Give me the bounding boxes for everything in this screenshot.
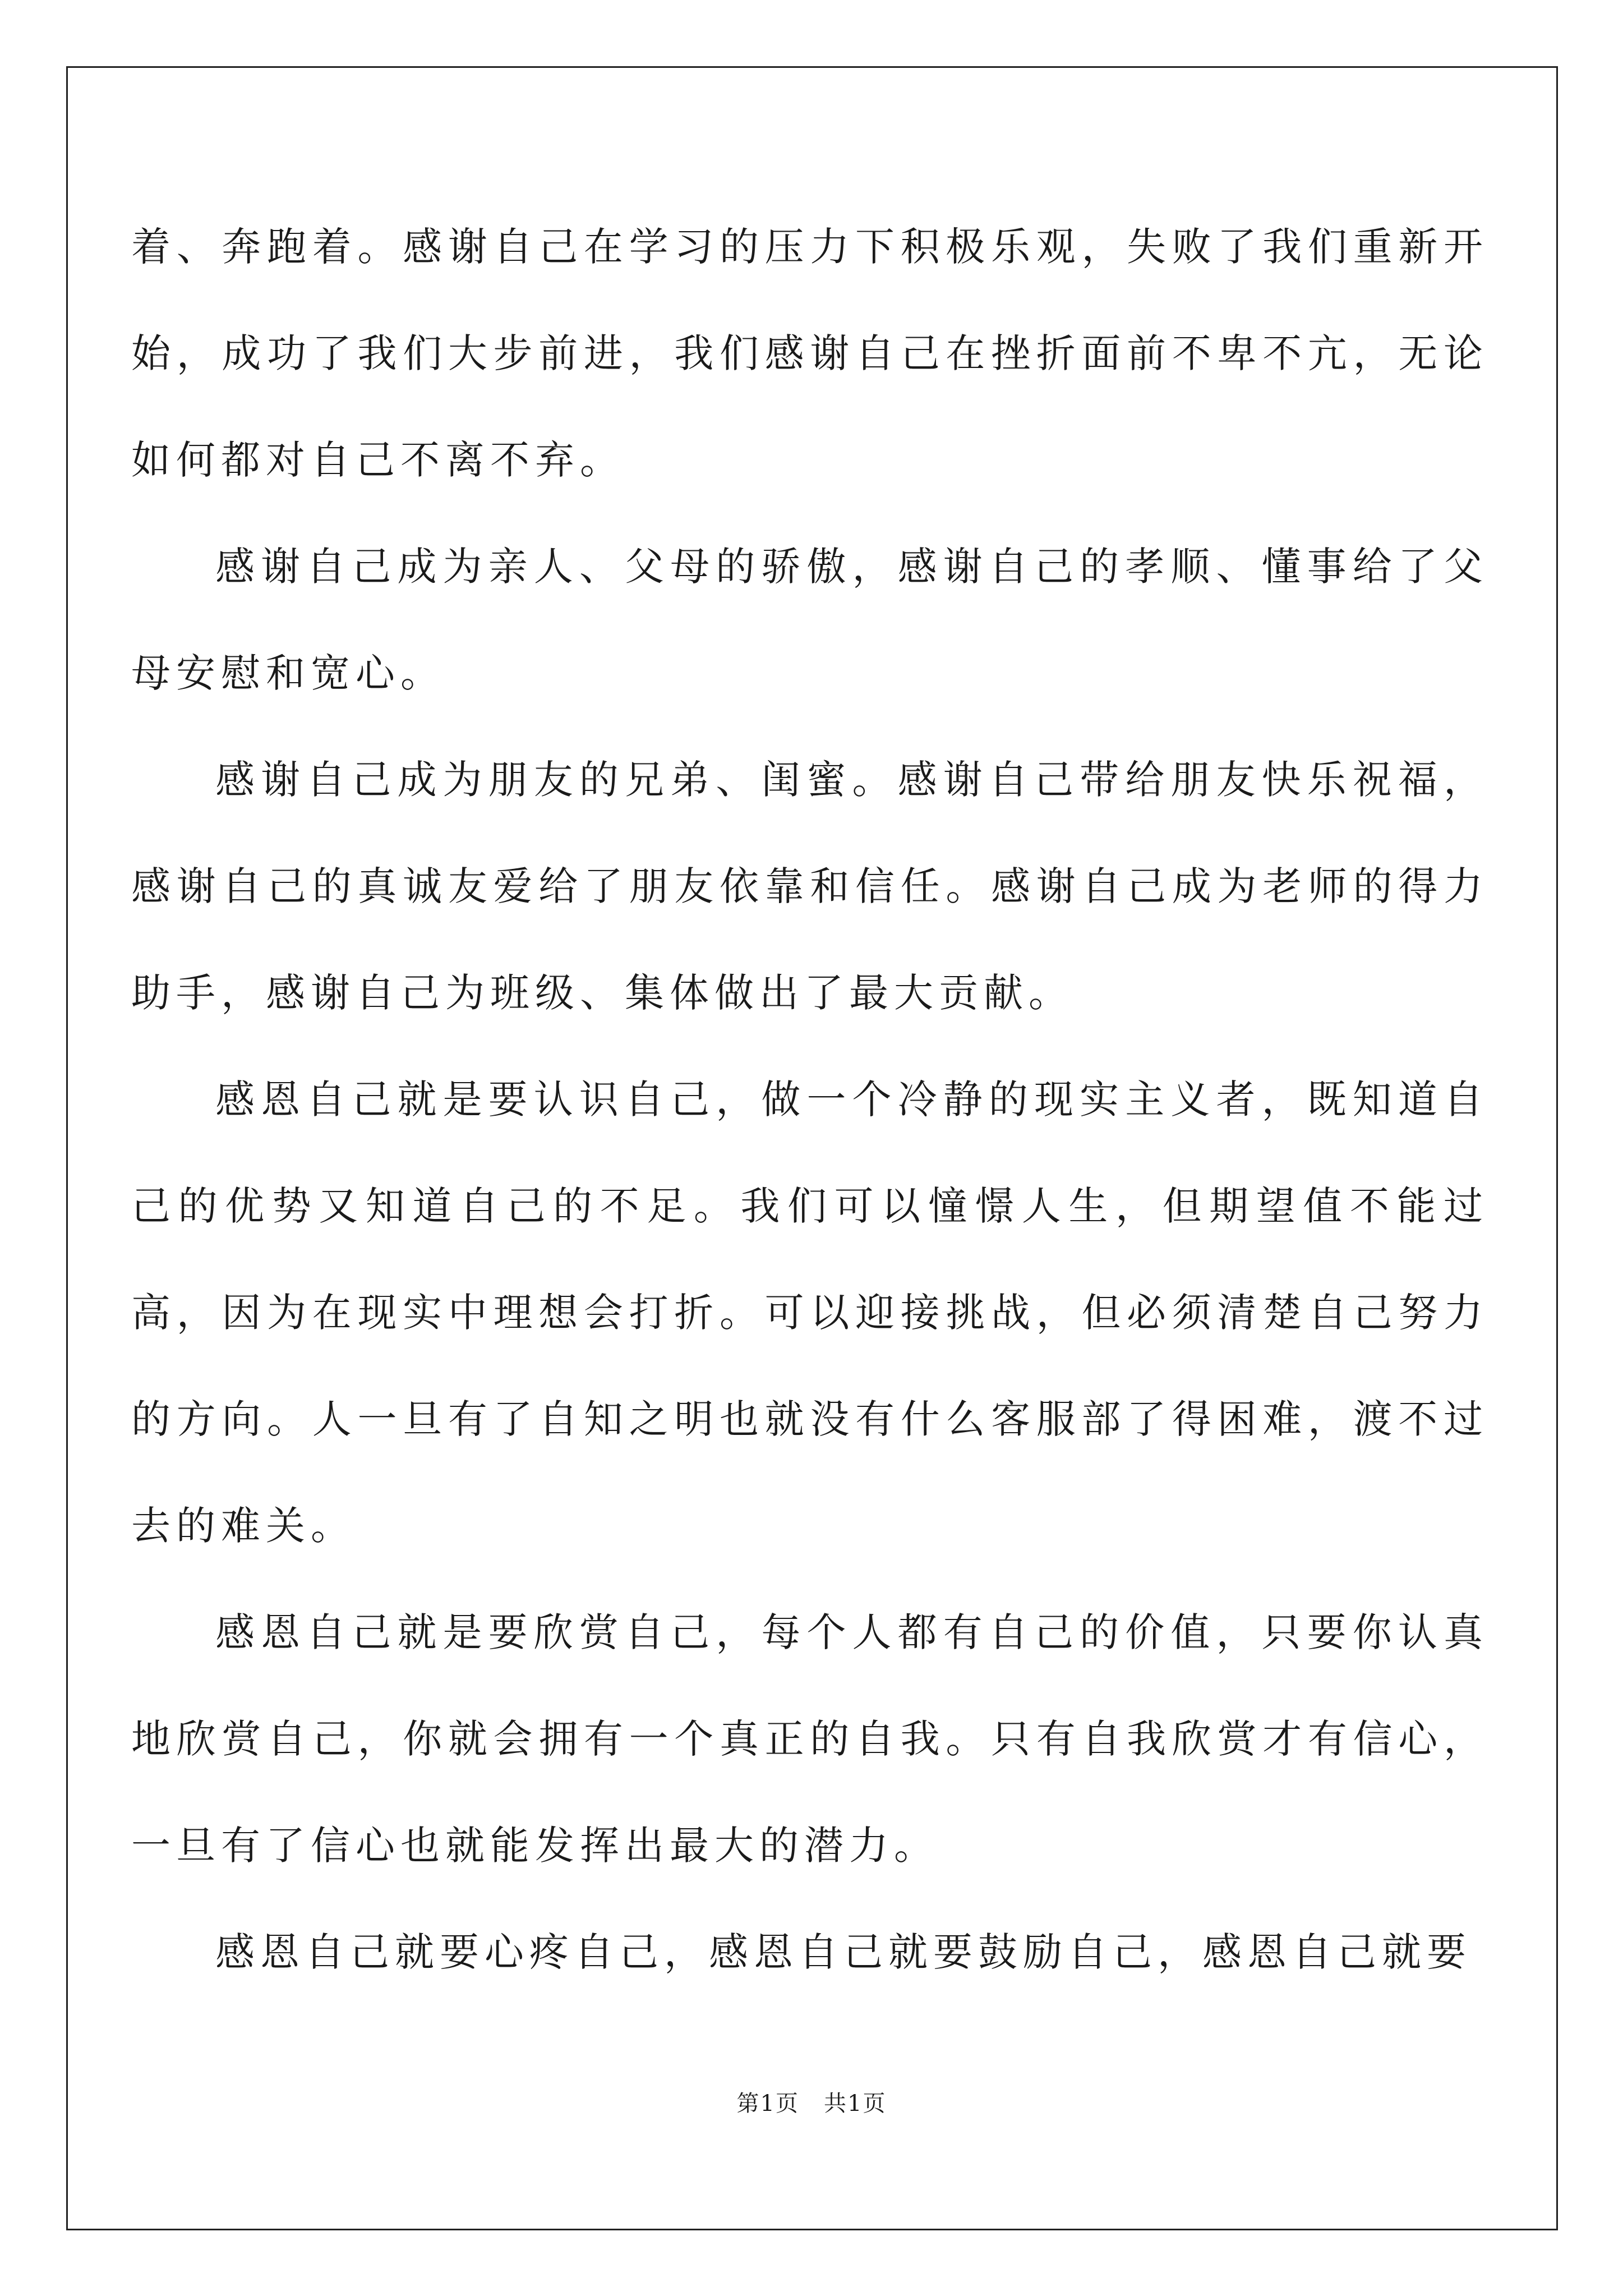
- paragraph-1: 着、奔跑着。感谢自己在学习的压力下积极乐观，失败了我们重新开始，成功了我们大步前进，我们感谢自己在挫折面前不卑不亢，无论如何都对自己不离不弃。: [131, 224, 1488, 483]
- page-total: 共1页: [824, 2091, 887, 2116]
- document-body: [131, 194, 1488, 2005]
- paragraph-3: 感谢自己成为朋友的兄弟、闺蜜。感谢自己带给朋友快乐祝福，感谢自己的真诚友爱给了朋友依靠和信任。感谢自己成为老师的得力助手，感谢自己为班级、集体做出了最大贡献。: [131, 757, 1488, 1016]
- paragraph-4: 感恩自己就是要认识自己，做一个冷静的现实主义者，既知道自己的优势又知道自己的不足。我们可以憧憬人生，但期望值不能过高，因为在现实中理想会打折。可以迎接挑战，但必须清楚自己努力的方向。人一旦有了自知之明也就没有什么客服部了得困难，渡不过去的难关。: [131, 1076, 1488, 1549]
- paragraph-2: 感谢自己成为亲人、父母的骄傲，感谢自己的孝顺、懂事给了父母安慰和宽心。: [131, 544, 1488, 696]
- paragraph-6: 感恩自己就要心疼自己，感恩自己就要鼓励自己，感恩自己就要: [215, 1929, 1472, 1975]
- paragraph-5: 感恩自己就是要欣赏自己，每个人都有自己的价值，只要你认真地欣赏自己，你就会拥有一个真正的自我。只有自我欣赏才有信心，一旦有了信心也就能发挥出最大的潜力。: [131, 1609, 1488, 1869]
- page-number: 第1页: [736, 2091, 799, 2116]
- page-footer: [0, 2087, 1623, 2120]
